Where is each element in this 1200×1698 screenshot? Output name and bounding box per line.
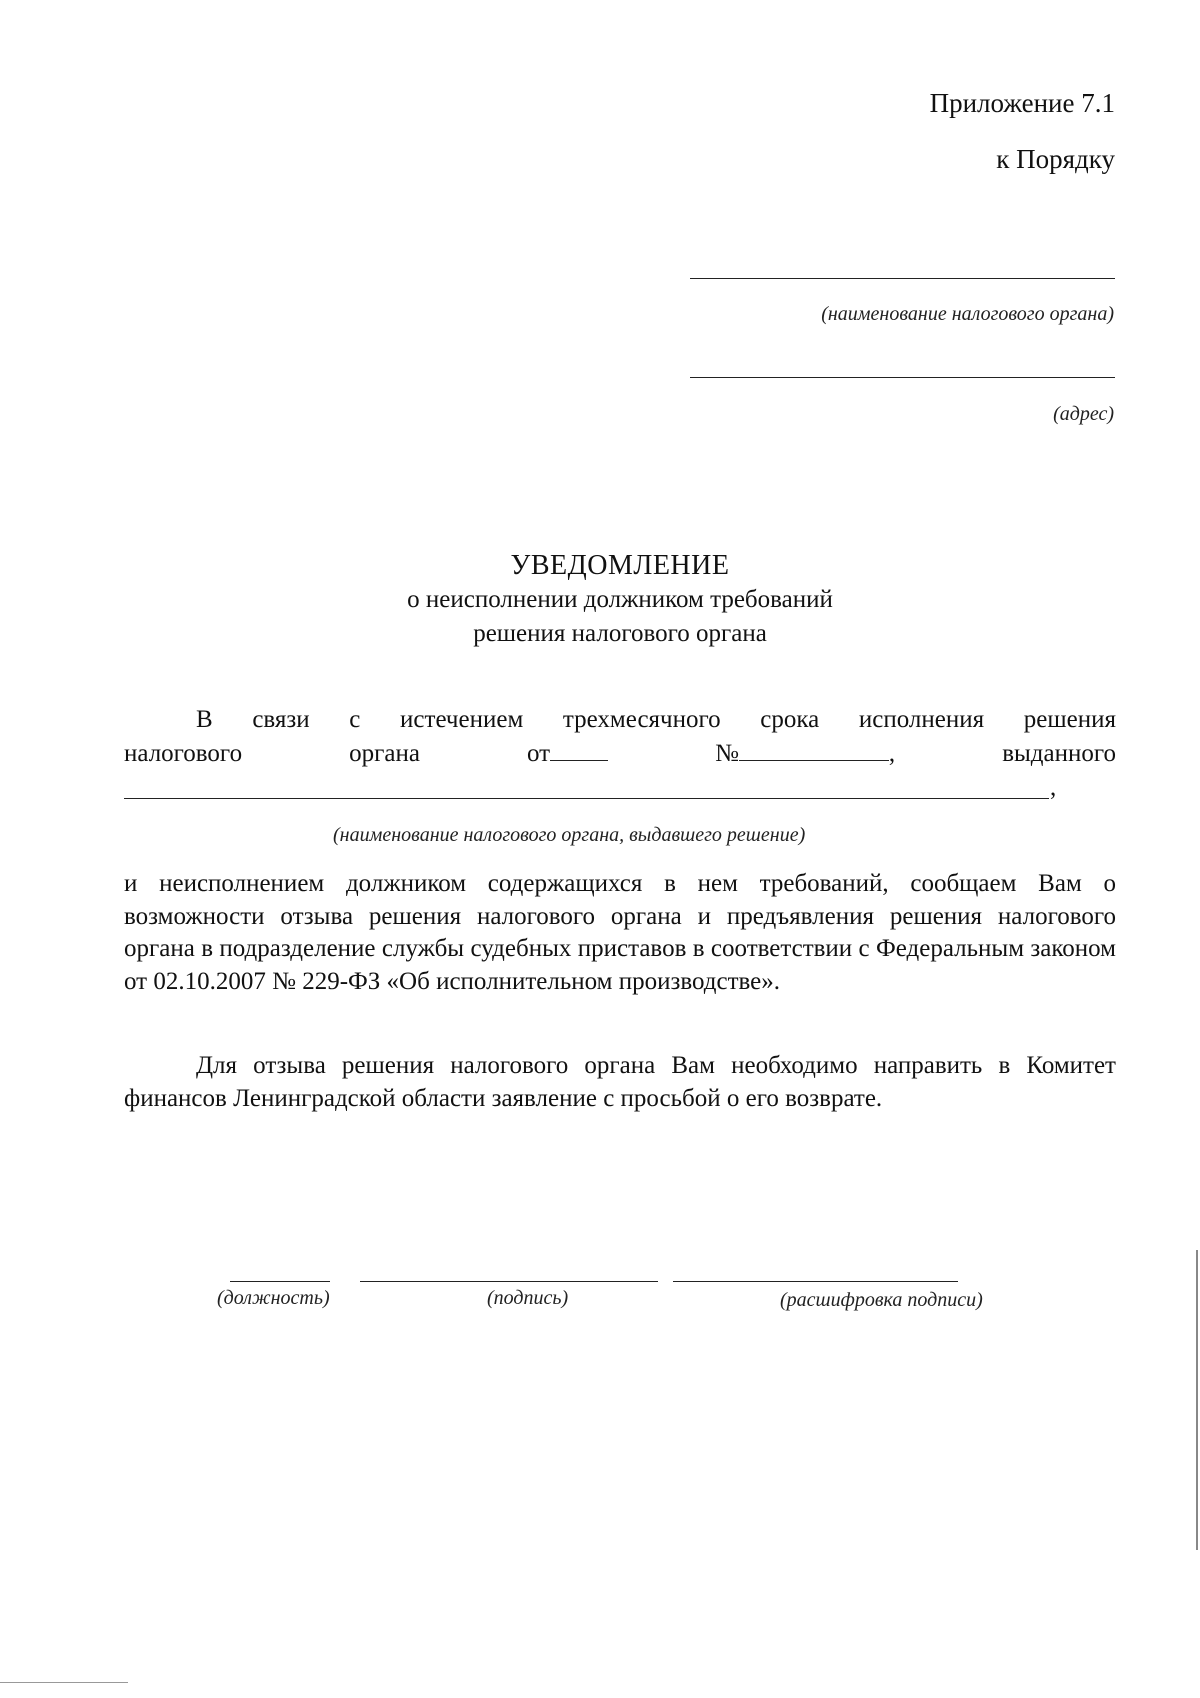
document-subtitle-1: о неисполнении должником требований [407, 586, 833, 613]
scan-corner-mark [0, 1682, 128, 1683]
recipient-address-caption: (адрес) [1053, 403, 1114, 425]
paragraph2: Для отзыва решения налогового органа Вам необходимо направить в Комитет финансов Ленинградской области заявление с просьбой о его возврате. [124, 1052, 1116, 1112]
word: трехмесячного [562, 706, 721, 733]
decision-number-blank [739, 738, 889, 761]
signature-line [360, 1281, 658, 1282]
issuer-name-caption: (наименование налогового органа, выдавшего решение) [333, 824, 806, 846]
paragraph1-line1 [196, 706, 1116, 734]
decoding-line [673, 1281, 958, 1282]
from-label: от [526, 740, 551, 767]
position-line [230, 1281, 330, 1282]
issuer-name-line [124, 798, 1049, 799]
issuer-line-comma: , [1050, 774, 1057, 801]
paragraph1-continuation: и неисполнением должником содержащихся в нем требований, сообщаем Вам о возможности отзыва решения налогового органа и предъявления решения налогового органа в подразделение службы судебных приставов в соответствии с Федеральным законом от 02.10.2007 № 229-ФЗ «Об исполнительном производстве». [124, 870, 1116, 995]
word: срока [760, 706, 820, 733]
recipient-address-line [690, 377, 1115, 378]
paragraph1-line2 [124, 738, 1116, 768]
document-subtitle-2: решения налогового органа [473, 620, 767, 647]
word: выданного [1002, 740, 1116, 767]
annex-reference: к Порядку [996, 144, 1115, 174]
word: В [196, 706, 213, 733]
decoding-caption: (расшифровка подписи) [780, 1289, 983, 1311]
word: с [349, 706, 361, 733]
word: налогового [124, 740, 243, 767]
word: истечением [400, 706, 524, 733]
document-title: УВЕДОМЛЕНИЕ [510, 550, 730, 581]
annex-number: Приложение 7.1 [929, 88, 1115, 118]
signature-caption: (подпись) [487, 1287, 569, 1309]
number-sign: № [715, 740, 739, 767]
word: решения [1023, 706, 1116, 733]
word: органа [349, 740, 420, 767]
recipient-name-line [690, 278, 1115, 279]
number-field-group [715, 738, 895, 768]
word: связи [252, 706, 310, 733]
recipient-name-caption: (наименование налогового органа) [821, 303, 1114, 325]
scan-edge-mark [1196, 1250, 1198, 1550]
date-field-group [527, 738, 608, 768]
word: исполнения [858, 706, 985, 733]
decision-date-blank [550, 738, 608, 761]
comma: , [888, 740, 896, 767]
position-caption: (должность) [217, 1287, 330, 1309]
